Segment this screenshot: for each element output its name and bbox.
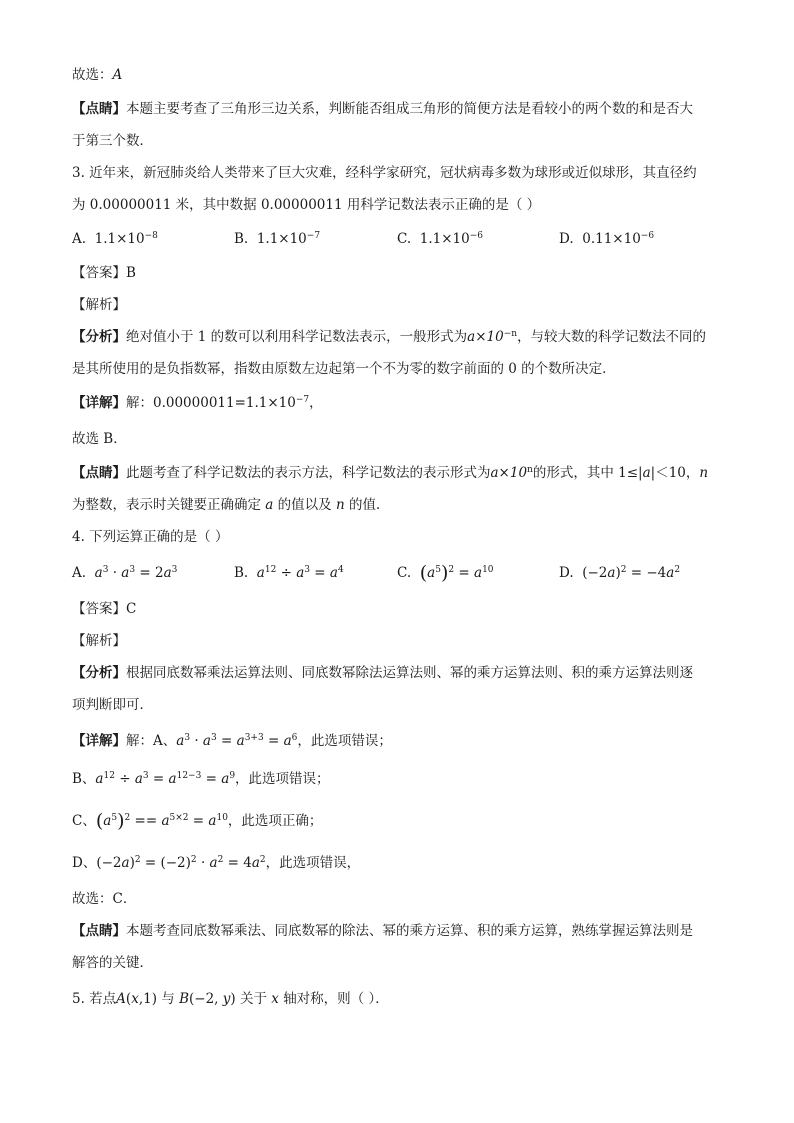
dianjing-text: 本题主要考查了三角形三边关系，判断能否组成三角形的简便方法是看较小的两个数的和是否大 — [126, 101, 693, 117]
q3-option-d: D. $0.11\times 10^{-6}$ — [559, 231, 655, 247]
q4-option-a: A. $a^3 \cdot a^3 = 2a^3$ — [72, 565, 178, 581]
q3-xiangjie: 【详解】解：$0.00000011=1.1\times 10^{-7}$， — [72, 395, 323, 411]
q3-option-c: C. $1.1\times 10^{-6}$ — [397, 231, 483, 247]
dianjing-line-1 — [72, 99, 693, 119]
q4-fenxi-line-1: 【分析】根据同底数幂乘法运算法则、同底数幂除法运算法则、幂的乘方运算法则、积的乘方运算法则逐 — [72, 665, 693, 681]
q4-answer: 【答案】C — [72, 601, 137, 617]
q4-guxuan: 故选：C． — [72, 891, 137, 907]
q4-dianjing-line-2: 解答的关键． — [72, 955, 153, 971]
q4-xiangjie-c: C、$(a^5)^2 == a^{5\times 2} = a^{10}$，此选项正确； — [72, 810, 323, 832]
q3-option-b: B. $1.1\times 10^{-7}$ — [234, 231, 321, 247]
question-3-line-2: 为 0.00000011 米，其中数据 0.00000011 用科学记数法表示正确的是（ ） — [72, 197, 541, 213]
q3-dianjing-line-2: 为整数，表示时关键要正确确定 a 的值以及 n 的值． — [72, 497, 390, 513]
question-3-line-1: 3. 近年来，新冠肺炎给人类带来了巨大灾难，经科学家研究，冠状病毒多数为球形或近似球形，其直径约 — [72, 165, 697, 181]
q4-fenxi-line-2: 项判断即可． — [72, 697, 153, 713]
q4-xiangjie-a: 【详解】解：A、$a^3 \cdot a^3 = a^{3+3} = a^6$，此选项错误； — [72, 733, 392, 749]
answer-choice-line — [72, 65, 122, 85]
q4-dianjing-line-1: 【点睛】本题考查同底数幂乘法、同底数幂的除法、幂的乘方运算、积的乘方运算，熟练掌握运算法则是 — [72, 923, 693, 939]
q3-fenxi-line-1: 【分析】绝对值小于 1 的数可以利用科学记数法表示，一般形式为$a\times 10^{-n}$，与较大数的科学记数法不同的 — [72, 329, 707, 345]
answer-choice-var: A — [112, 67, 123, 83]
q4-xiangjie-b: B、$a^{12} \div a^3 = a^{12-3} = a^9$，此选项错误； — [72, 771, 330, 787]
q3-fenxi-line-2: 是其所使用的是负指数幂，指数由原数左边起第一个不为零的数字前面的 0 的个数所决定． — [72, 361, 616, 377]
q3-jiexi-label: 【解析】 — [72, 297, 126, 313]
q4-option-d: D. $(-2a)^2 = -4a^2$ — [559, 565, 681, 581]
q4-option-c: C. $(a^5)^2 = a^{10}$ — [397, 562, 494, 584]
q3-guxuan: 故选 B． — [72, 431, 127, 447]
question-5-title: 5. 若点A(x,1) 与 B(−2, y) 关于 x 轴对称，则（ ）． — [72, 991, 389, 1007]
dianjing-line-2: 于第三个数． — [72, 133, 153, 149]
q3-answer: 【答案】B — [72, 265, 136, 281]
answer-choice-text: 故选： — [72, 67, 113, 83]
q4-option-b: B. $a^{12} \div a^3 = a^4$ — [234, 565, 344, 581]
dianjing-label: 【点睛】 — [72, 101, 126, 117]
q3-dianjing-line-1: 【点睛】此题考查了科学记数法的表示方法，科学记数法的表示形式为$a\times 10^n$的形式，其中 1≤|a|＜10，n — [72, 465, 709, 481]
q4-xiangjie-d: D、$(-2a)^2 = (-2)^2 \cdot a^2 = 4a^2$，此选项错误， — [72, 855, 361, 871]
q4-jiexi-label: 【解析】 — [72, 633, 126, 649]
question-4-title: 4. 下列运算正确的是（ ） — [72, 529, 229, 545]
q3-option-a: A. $1.1\times 10^{-8}$ — [72, 231, 158, 247]
